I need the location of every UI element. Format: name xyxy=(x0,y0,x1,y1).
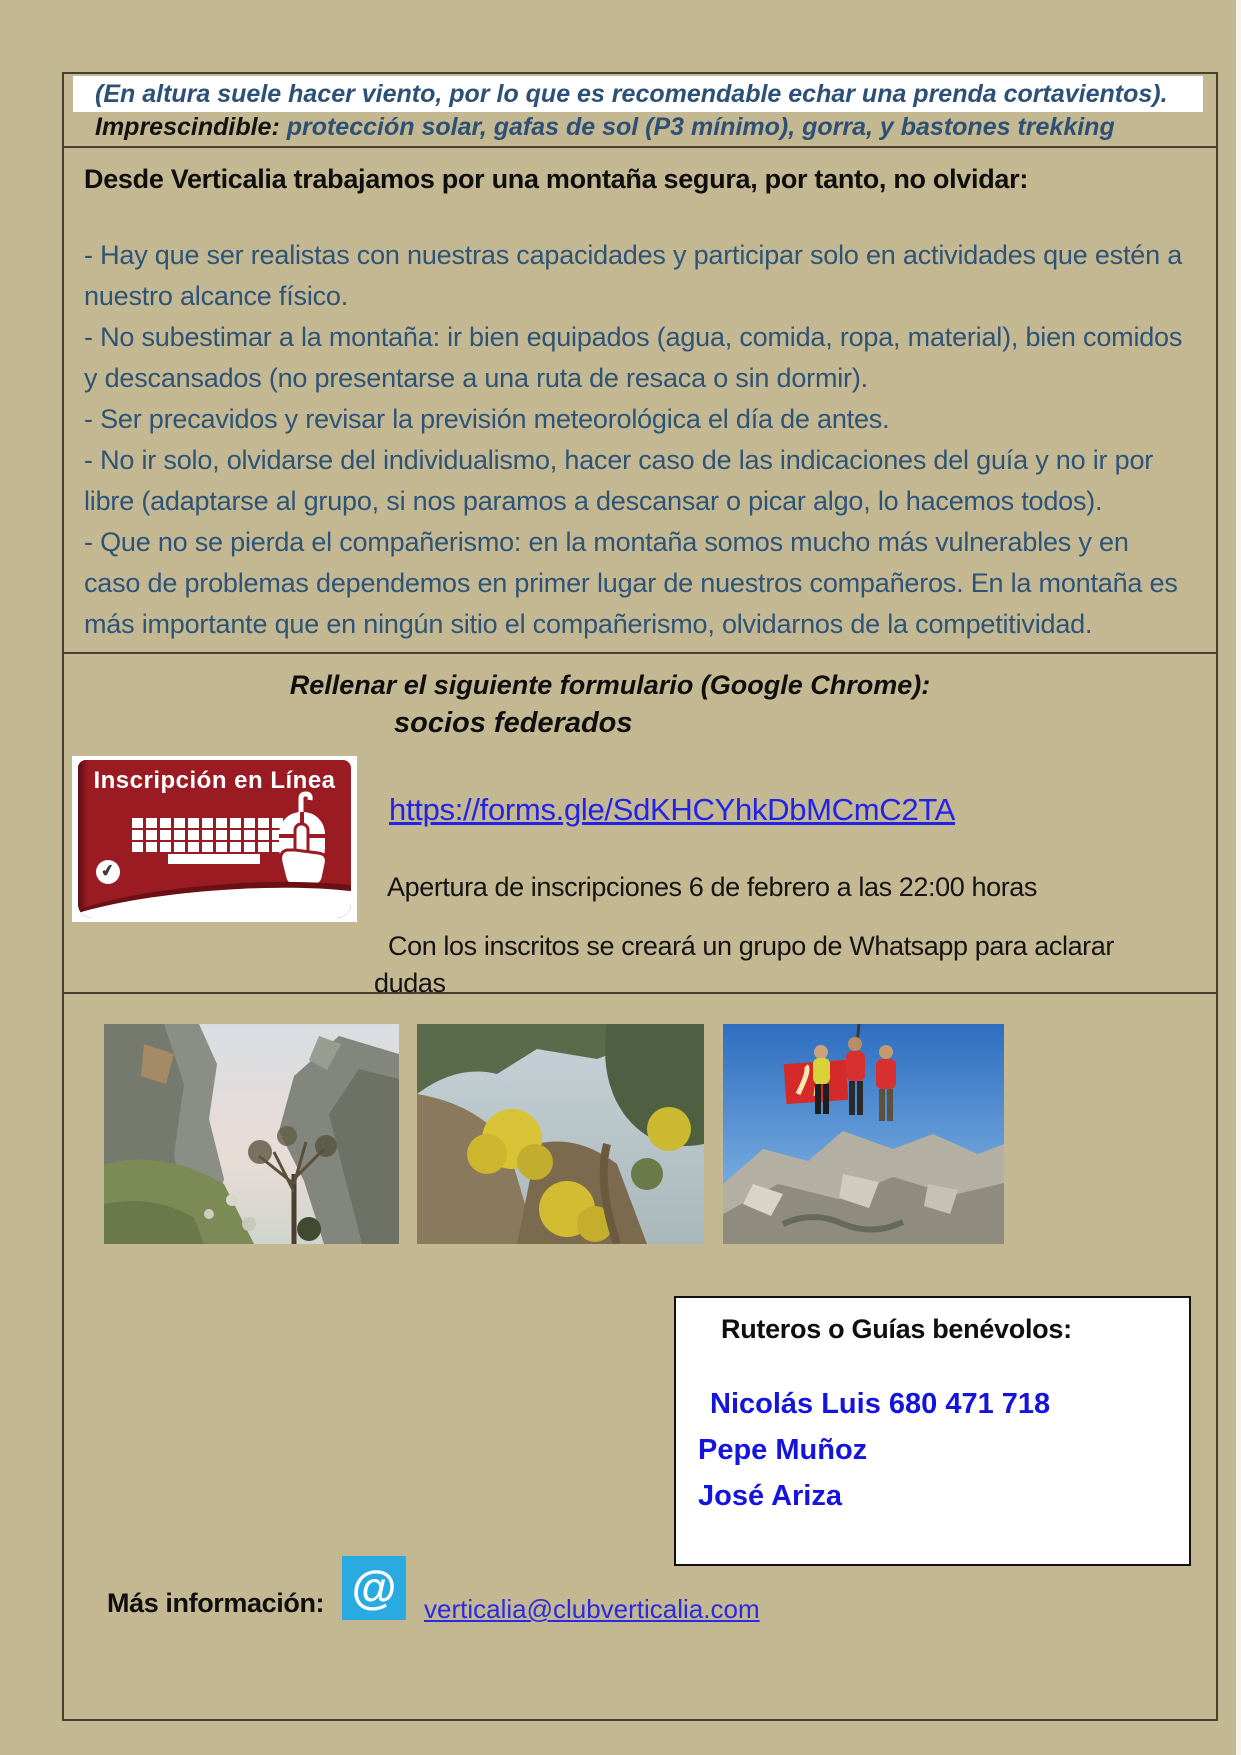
photo-gorse-hillside xyxy=(417,1024,704,1244)
check-icon: ✔ xyxy=(94,858,122,886)
form-subtitle: socios federados xyxy=(394,707,633,739)
safety-row xyxy=(64,150,1216,654)
safety-bullet: - No subestimar a la montaña: ir bien equipados (agua, comida, ropa, material), bien comidos y descansados (no presentarse a una ruta de resaca o sin dormir). xyxy=(84,322,1183,393)
inscription-badge-title: Inscripción en Línea xyxy=(93,767,336,794)
guides-box xyxy=(674,1296,1191,1566)
content-frame xyxy=(62,72,1218,1721)
email-link[interactable]: verticalia@clubverticalia.com xyxy=(424,1594,760,1624)
whatsapp-note: Con los inscritos se creará un grupo de Whatsapp para aclarar dudas xyxy=(374,931,1114,998)
form-row xyxy=(64,656,1216,998)
safety-bullets xyxy=(84,235,1190,645)
safety-heading: Desde Verticalia trabajamos por una montaña segura, por tanto, no olvidar: xyxy=(84,164,1029,194)
opening-date-text: Apertura de inscripciones 6 de febrero a las 22:00 horas xyxy=(387,872,1038,902)
page-edge xyxy=(1236,0,1241,1755)
photo-summit-group xyxy=(723,1024,1004,1244)
guides-title: Ruteros o Guías benévolos: xyxy=(721,1314,1072,1344)
form-title: Rellenar el siguiente formulario (Google Chrome): xyxy=(289,670,931,700)
header-row xyxy=(64,74,1216,148)
guide-name: Nicolás Luis 680 471 718 xyxy=(710,1388,1051,1420)
safety-bullet: - No ir solo, olvidarse del individualismo, hacer caso de las indicaciones del guía y no ir por libre (adaptarse al grupo, si nos paramos a descansar o picar algo, lo hacemos todos). xyxy=(84,445,1154,516)
wind-note-strip xyxy=(73,76,1203,112)
safety-bullet: - Hay que ser realistas con nuestras capacidades y participar solo en actividades que estén a nuestro alcance físico. xyxy=(84,240,1183,311)
imprescindible-line xyxy=(95,113,1115,142)
guide-name: Pepe Muñoz xyxy=(698,1434,868,1466)
photo-gorge xyxy=(104,1024,399,1244)
google-form-link[interactable]: https://forms.gle/SdKHCYhkDbMCmC2TA xyxy=(389,792,956,827)
safety-bullet: - Que no se pierda el compañerismo: en la montaña somos mucho más vulnerables y en caso de problemas dependemos en primer lugar de nuestros compañeros. En la montaña es más importante que en ningún sitio el compañerismo, olvidarnos de la competitividad. xyxy=(84,527,1178,639)
imprescindible-label: Imprescindible: xyxy=(95,113,280,141)
inscription-badge-background xyxy=(78,760,351,918)
more-info-label: Más información: xyxy=(107,1588,325,1618)
email-at-icon: @ xyxy=(342,1556,406,1620)
inscription-online-image xyxy=(72,756,357,922)
imprescindible-text: protección solar, gafas de sol (P3 mínimo), gorra, y bastones trekking xyxy=(279,113,1115,141)
wind-note-text: (En altura suele hacer viento, por lo que es recomendable echar una prenda cortavientos). xyxy=(95,79,1168,108)
footer-row xyxy=(64,996,1216,1719)
safety-bullet: - Ser precavidos y revisar la previsión meteorológica el día de antes. xyxy=(84,404,890,434)
guide-name: José Ariza xyxy=(698,1480,842,1512)
